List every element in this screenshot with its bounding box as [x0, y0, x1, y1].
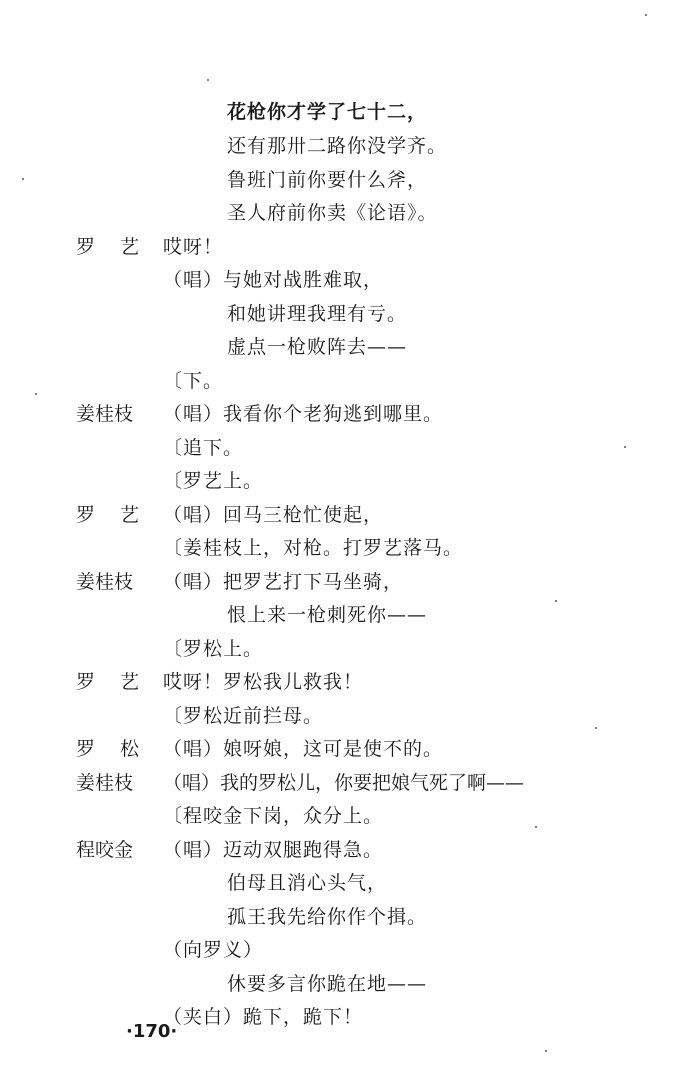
verse-line: 鲁班门前你要什么斧，: [227, 169, 428, 191]
dialogue-line: （唱）把罗艺打下马坐骑，: [163, 571, 404, 593]
scan-speck: [535, 826, 537, 828]
dialogue-line: 哎呀！罗松我儿救我！: [163, 671, 364, 693]
dialogue-line: （唱）我的罗松儿，你要把娘气死了啊——: [163, 772, 525, 794]
speaker-name: 罗艺: [76, 236, 165, 258]
speaker-name: 罗艺: [76, 671, 165, 693]
scan-speck: [624, 446, 626, 448]
verse-line: 恨上来一枪刺死你——: [227, 604, 428, 626]
stage-direction: （向罗义）: [163, 939, 264, 961]
stage-direction: 〔程咬金下岗，众分上。: [163, 805, 384, 827]
dialogue-line: （唱）迈动双腿跑得急。: [163, 839, 384, 861]
verse-line: 休要多言你跪在地——: [227, 973, 428, 995]
page-number: ·170·: [126, 1021, 178, 1042]
speaker-name: 姜桂枝: [76, 772, 134, 794]
scan-speck: [545, 1050, 547, 1052]
stage-direction: 〔罗松近前拦母。: [163, 705, 324, 727]
scan-speck: [22, 178, 24, 180]
stage-direction: 〔姜桂枝上，对枪。打罗艺落马。: [163, 537, 464, 559]
stage-direction: 〔罗艺上。: [163, 470, 264, 492]
speaker-name: 程咬金: [76, 839, 134, 861]
verse-line: 虚点一枪败阵去——: [227, 336, 408, 358]
stage-direction: 〔罗松上。: [163, 638, 264, 660]
stage-direction: 〔下。: [163, 370, 224, 392]
dialogue-line: （唱）与她对战胜难取，: [163, 269, 384, 291]
verse-line: 圣人府前你卖《论语》。: [227, 202, 438, 224]
dialogue-line: （唱）娘呀娘，这可是使不的。: [163, 738, 444, 760]
speaker-name: 罗艺: [76, 504, 165, 526]
scan-speck: [555, 600, 557, 602]
verse-line: 和她讲理我理有亏。: [227, 303, 408, 325]
speaker-name: 姜桂枝: [76, 571, 134, 593]
scan-speck: [35, 393, 37, 395]
speaker-name: 姜桂枝: [76, 403, 134, 425]
scan-speck: [207, 79, 209, 81]
scan-speck: [645, 14, 647, 16]
speaker-name: 罗松: [76, 738, 165, 760]
dialogue-line: 哎呀！: [163, 236, 224, 258]
verse-line: 伯母且消心头气，: [227, 872, 388, 894]
verse-line: 孤王我先给你作个揖。: [227, 906, 428, 928]
verse-line: 还有那卅二路你没学齐。: [227, 135, 448, 157]
dialogue-line: （唱）回马三枪忙使起，: [163, 504, 384, 526]
verse-line: 花枪你才学了七十二，: [227, 101, 428, 123]
stage-direction: 〔追下。: [163, 437, 244, 459]
dialogue-line: （夹白）跪下，跪下！: [163, 1006, 364, 1028]
scan-speck: [595, 727, 597, 729]
dialogue-line: （唱）我看你个老狗逃到哪里。: [163, 403, 444, 425]
